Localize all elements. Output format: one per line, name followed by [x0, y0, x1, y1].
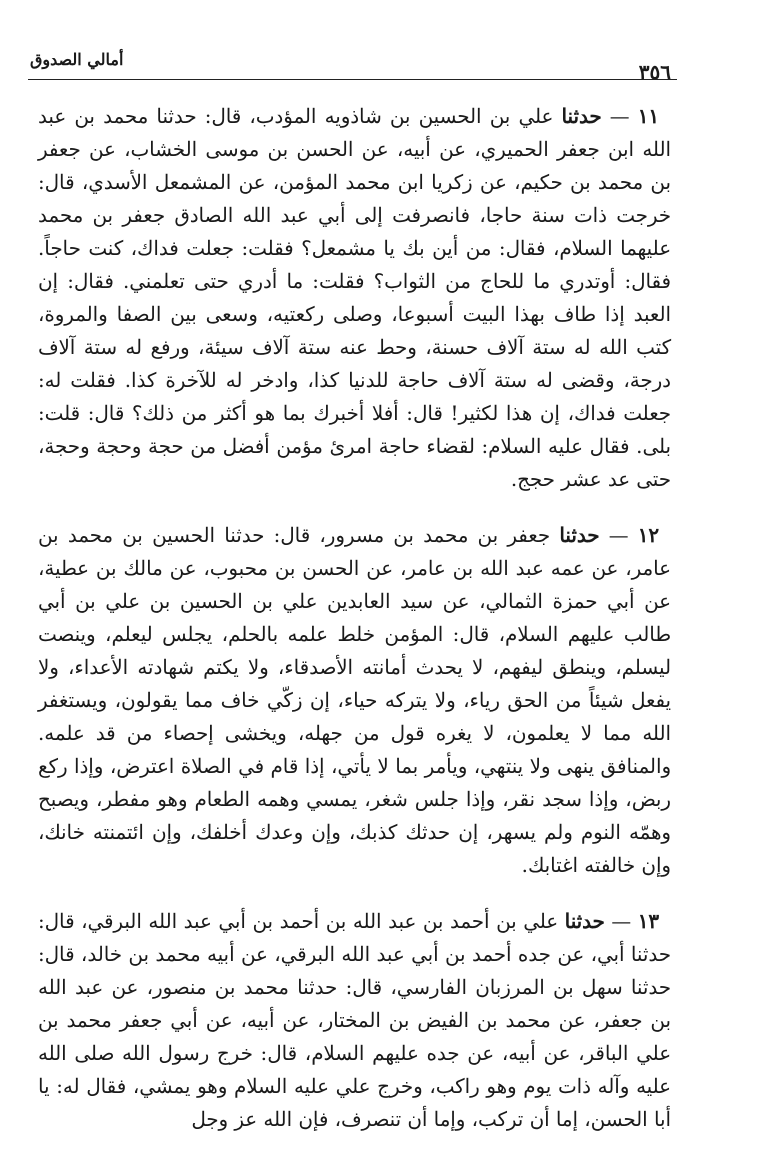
hadith-13: ١٣ — حدثنا علي بن أحمد بن عبد الله بن أحمد بن أبي عبد الله البرقي، قال: حدثنا أبي، عن جده أحمد بن أبي عبد الله البرقي، عن أبيه محمد بن خالد، قال: حدثنا سهل بن المرزبان الفارسي، قال: حدثنا محمد بن منصور، عن عبد الله بن جعفر، عن محمد بن الفيض بن المختار، عن أبيه، عن أبي جعفر محمد بن علي الباقر، عن أبيه، عن جده عليهم السلام، قال: خرج رسول الله صلى الله عليه وآله ذات يوم وهو راكب، وخرج علي عليه السلام وهو يمشي، فقال له: يا أبا الحسن، إما أن تركب، وإما أن تنصرف، فإن الله عز وجل — [38, 909, 671, 1131]
hadith-12: ١٢ — حدثنا جعفر بن محمد بن مسرور، قال: حدثنا الحسين بن محمد بن عامر، عن عمه عبد الله بن عامر، عن الحسن بن محبوب، عن مالك بن عطية، عن أبي حمزة الثمالي، عن سيد العابدين علي بن الحسين بن علي بن أبي طالب عليهم السلام، قال: المؤمن خلط علمه بالحلم، يجلس ليعلم، وينصت ليسلم، وينطق ليفهم، لا يحدث أمانته الأصدقاء، ولا يكتم شهادته الأعداء، ولا يفعل شيئاً من الحق رياء، ولا يتركه حياء، إن زكّي خاف مما يقولون، ويستغفر الله مما لا يعلمون، لا يغره قول من جهله، ويخشى إحصاء من قد علمه. والمنافق ينهى ولا ينتهي، ويأمر بما لا يأتي، إذا قام في الصلاة اعترض، وإذا ركع ربض، وإذا سجد نقر، وإذا جلس شغر، يمسي وهمه الطعام وهو مفطر، ويصبح وهمّه النوم ولم يسهر، إن حدثك كذبك، وإن وعدك أخلفك، وإن ائتمنته خانك، وإن خالفته اغتابك. — [38, 523, 671, 877]
hadith-number: ١٣ — [637, 909, 659, 933]
hadith-text: علي بن أحمد بن عبد الله بن أحمد بن أبي عبد الله البرقي، قال: حدثنا أبي، عن جده أحمد بن أبي عبد الله البرقي، عن أبيه محمد بن خالد، قال: حدثنا سهل بن المرزبان الفارسي، قال: حدثنا محمد بن منصور، عن عبد الله بن جعفر، عن محمد بن الفيض بن المختار، عن أبيه، عن أبي جعفر محمد بن علي الباقر، عن أبيه، عن جده عليهم السلام، قال: خرج رسول الله صلى الله عليه وآله ذات يوم وهو راكب، وخرج علي عليه السلام وهو يمشي، فقال له: يا أبا الحسن، إما أن تركب، وإما أن تنصرف، فإن الله عز وجل — [38, 910, 671, 1131]
hadith-number: ١١ — [637, 104, 659, 128]
hadith-lead: حدثنا — [559, 523, 600, 547]
hadith-11: ١١ — حدثنا علي بن الحسين بن شاذويه المؤدب، قال: حدثنا محمد بن عبد الله ابن جعفر الحميري، عن أبيه، عن الحسن بن موسى الخشاب، عن جعفر بن محمد بن حكيم، عن زكريا ابن محمد المؤمن، عن المشمعل الأسدي، قال: خرجت ذات سنة حاجا، فانصرفت إلى أبي عبد الله الصادق جعفر بن محمد عليهما السلام، فقال: من أين بك يا مشمعل؟ فقلت: جعلت فداك، كنت حاجاً. فقال: أوتدري ما للحاج من الثواب؟ فقلت: ما أدري حتى تعلمني. فقال: إن العبد إذا طاف بهذا البيت أسبوعا، وصلى ركعتيه، وسعى بين الصفا والمروة، كتب الله له ستة آلاف حسنة، وحط عنه ستة آلاف سيئة، ورفع له ستة آلاف درجة، وقضى له ستة آلاف حاجة للدنيا كذا، وادخر له للآخرة كذا. فقلت له: جعلت فداك، إن هذا لكثير! قال: أفلا أخبرك بما هو أكثر من ذلك؟ قال: قلت: بلى. فقال عليه السلام: لقضاء حاجة امرئ مؤمن أفضل من حجة وحجة وحجة، حتى عد عشر حجج. — [38, 104, 671, 491]
page-number: ٣٥٦ — [638, 60, 671, 84]
running-title: أمالي الصدوق — [30, 50, 124, 69]
page-content — [38, 100, 671, 1159]
hadith-text: جعفر بن محمد بن مسرور، قال: حدثنا الحسين بن محمد بن عامر، عن عمه عبد الله بن عامر، عن الحسن بن محبوب، عن مالك بن عطية، عن أبي حمزة الثمالي، عن سيد العابدين علي بن الحسين بن علي بن أبي طالب عليهم السلام، قال: المؤمن خلط علمه بالحلم، يجلس ليعلم، وينصت ليسلم، وينطق ليفهم، لا يحدث أمانته الأصدقاء، ولا يكتم شهادته الأعداء، ولا يفعل شيئاً من الحق رياء، ولا يتركه حياء، إن زكّي خاف مما يقولون، ويستغفر الله مما لا يعلمون، لا يغره قول من جهله، ويخشى إحصاء من قد علمه. والمنافق ينهى ولا ينتهي، ويأمر بما لا يأتي، إذا قام في الصلاة اعترض، وإذا ركع ربض، وإذا سجد نقر، وإذا جلس شغر، يمسي وهمه الطعام وهو مفطر، ويصبح وهمّه النوم ولم يسهر، إن حدثك كذبك، وإن وعدك أخلفك، وإن ائتمنته خانك، وإن خالفته اغتابك. — [38, 524, 671, 877]
header-divider — [28, 79, 677, 80]
hadith-text: علي بن الحسين بن شاذويه المؤدب، قال: حدثنا محمد بن عبد الله ابن جعفر الحميري، عن أبيه، عن الحسن بن موسى الخشاب، عن جعفر بن محمد بن حكيم، عن زكريا ابن محمد المؤمن، عن المشمعل الأسدي، قال: خرجت ذات سنة حاجا، فانصرفت إلى أبي عبد الله الصادق جعفر بن محمد عليهما السلام، فقال: من أين بك يا مشمعل؟ فقلت: جعلت فداك، كنت حاجاً. فقال: أوتدري ما للحاج من الثواب؟ فقلت: ما أدري حتى تعلمني. فقال: إن العبد إذا طاف بهذا البيت أسبوعا، وصلى ركعتيه، وسعى بين الصفا والمروة، كتب الله له ستة آلاف حسنة، وحط عنه ستة آلاف سيئة، ورفع له ستة آلاف درجة، وقضى له ستة آلاف حاجة للدنيا كذا، وادخر له للآخرة كذا. فقلت له: جعلت فداك، إن هذا لكثير! قال: أفلا أخبرك بما هو أكثر من ذلك؟ قال: قلت: بلى. فقال عليه السلام: لقضاء حاجة امرئ مؤمن أفضل من حجة وحجة وحجة، حتى عد عشر حجج. — [38, 105, 671, 491]
hadith-number: ١٢ — [637, 523, 660, 547]
hadith-lead: حدثنا — [561, 104, 602, 128]
hadith-lead: حدثنا — [564, 909, 605, 933]
